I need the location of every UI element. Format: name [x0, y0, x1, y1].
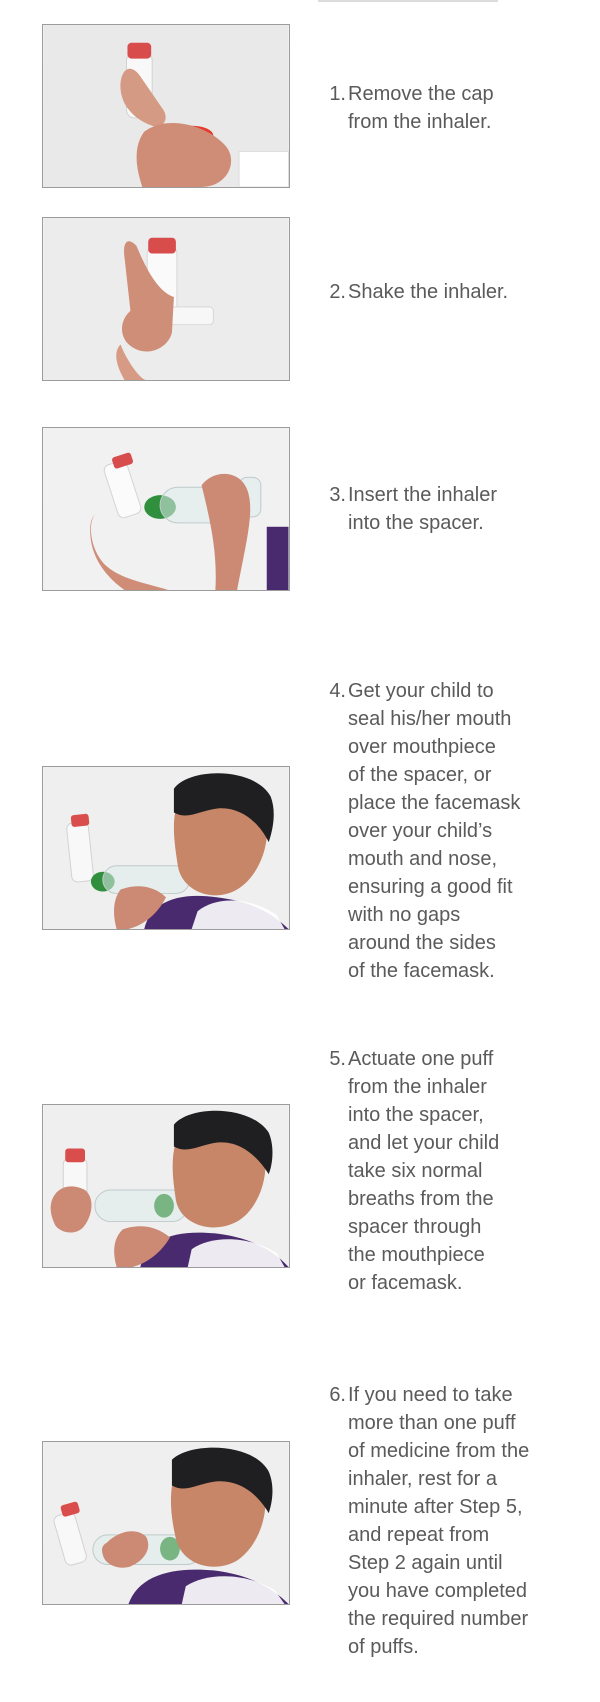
child-using-spacer-illustration: [43, 767, 289, 929]
step-6-photo: [42, 1441, 290, 1605]
step-2-photo: [42, 217, 290, 381]
step-5-description: Actuate one puff from the inhaler into the spacer, and let your child take six normal breaths from the spacer through the mouthpiece or facemask.: [348, 1048, 500, 1294]
step-1-photo: [42, 24, 290, 188]
step-4-description: Get your child to seal his/her mouth over mouthpiece of the spacer, or place the facemask over your child’s mouth and nose, ensuring a good fit with no gaps around the sides of the facemask.: [348, 680, 521, 982]
step-6-description: If you need to take more than one puff of medicine from the inhaler, rest for a minute after Step 5, and repeat from Step 2 again until you have completed the required number of puffs.: [348, 1384, 530, 1658]
step-4-photo: [42, 766, 290, 930]
step-4-number: 4.: [329, 680, 346, 702]
child-breathing-from-spacer-illustration: [43, 1105, 289, 1267]
step-3-number: 3.: [329, 484, 346, 506]
step-5-photo: [42, 1104, 290, 1268]
repeat-step-illustration: [43, 1442, 289, 1604]
step-3-description: Insert the inhaler into the spacer.: [348, 484, 497, 534]
step-2-description: Shake the inhaler.: [348, 281, 509, 303]
step-2-number: 2.: [329, 281, 346, 303]
shake-inhaler-illustration: [43, 218, 289, 380]
step-1-number: 1.: [329, 83, 346, 105]
remove-cap-illustration: [43, 25, 289, 187]
top-page-fragment: [318, 0, 498, 6]
step-3-photo: [42, 427, 290, 591]
step-6-number: 6.: [329, 1384, 346, 1406]
insert-inhaler-into-spacer-illustration: [43, 428, 289, 590]
step-1-description: Remove the cap from the inhaler.: [348, 83, 494, 133]
step-5-number: 5.: [329, 1048, 346, 1070]
